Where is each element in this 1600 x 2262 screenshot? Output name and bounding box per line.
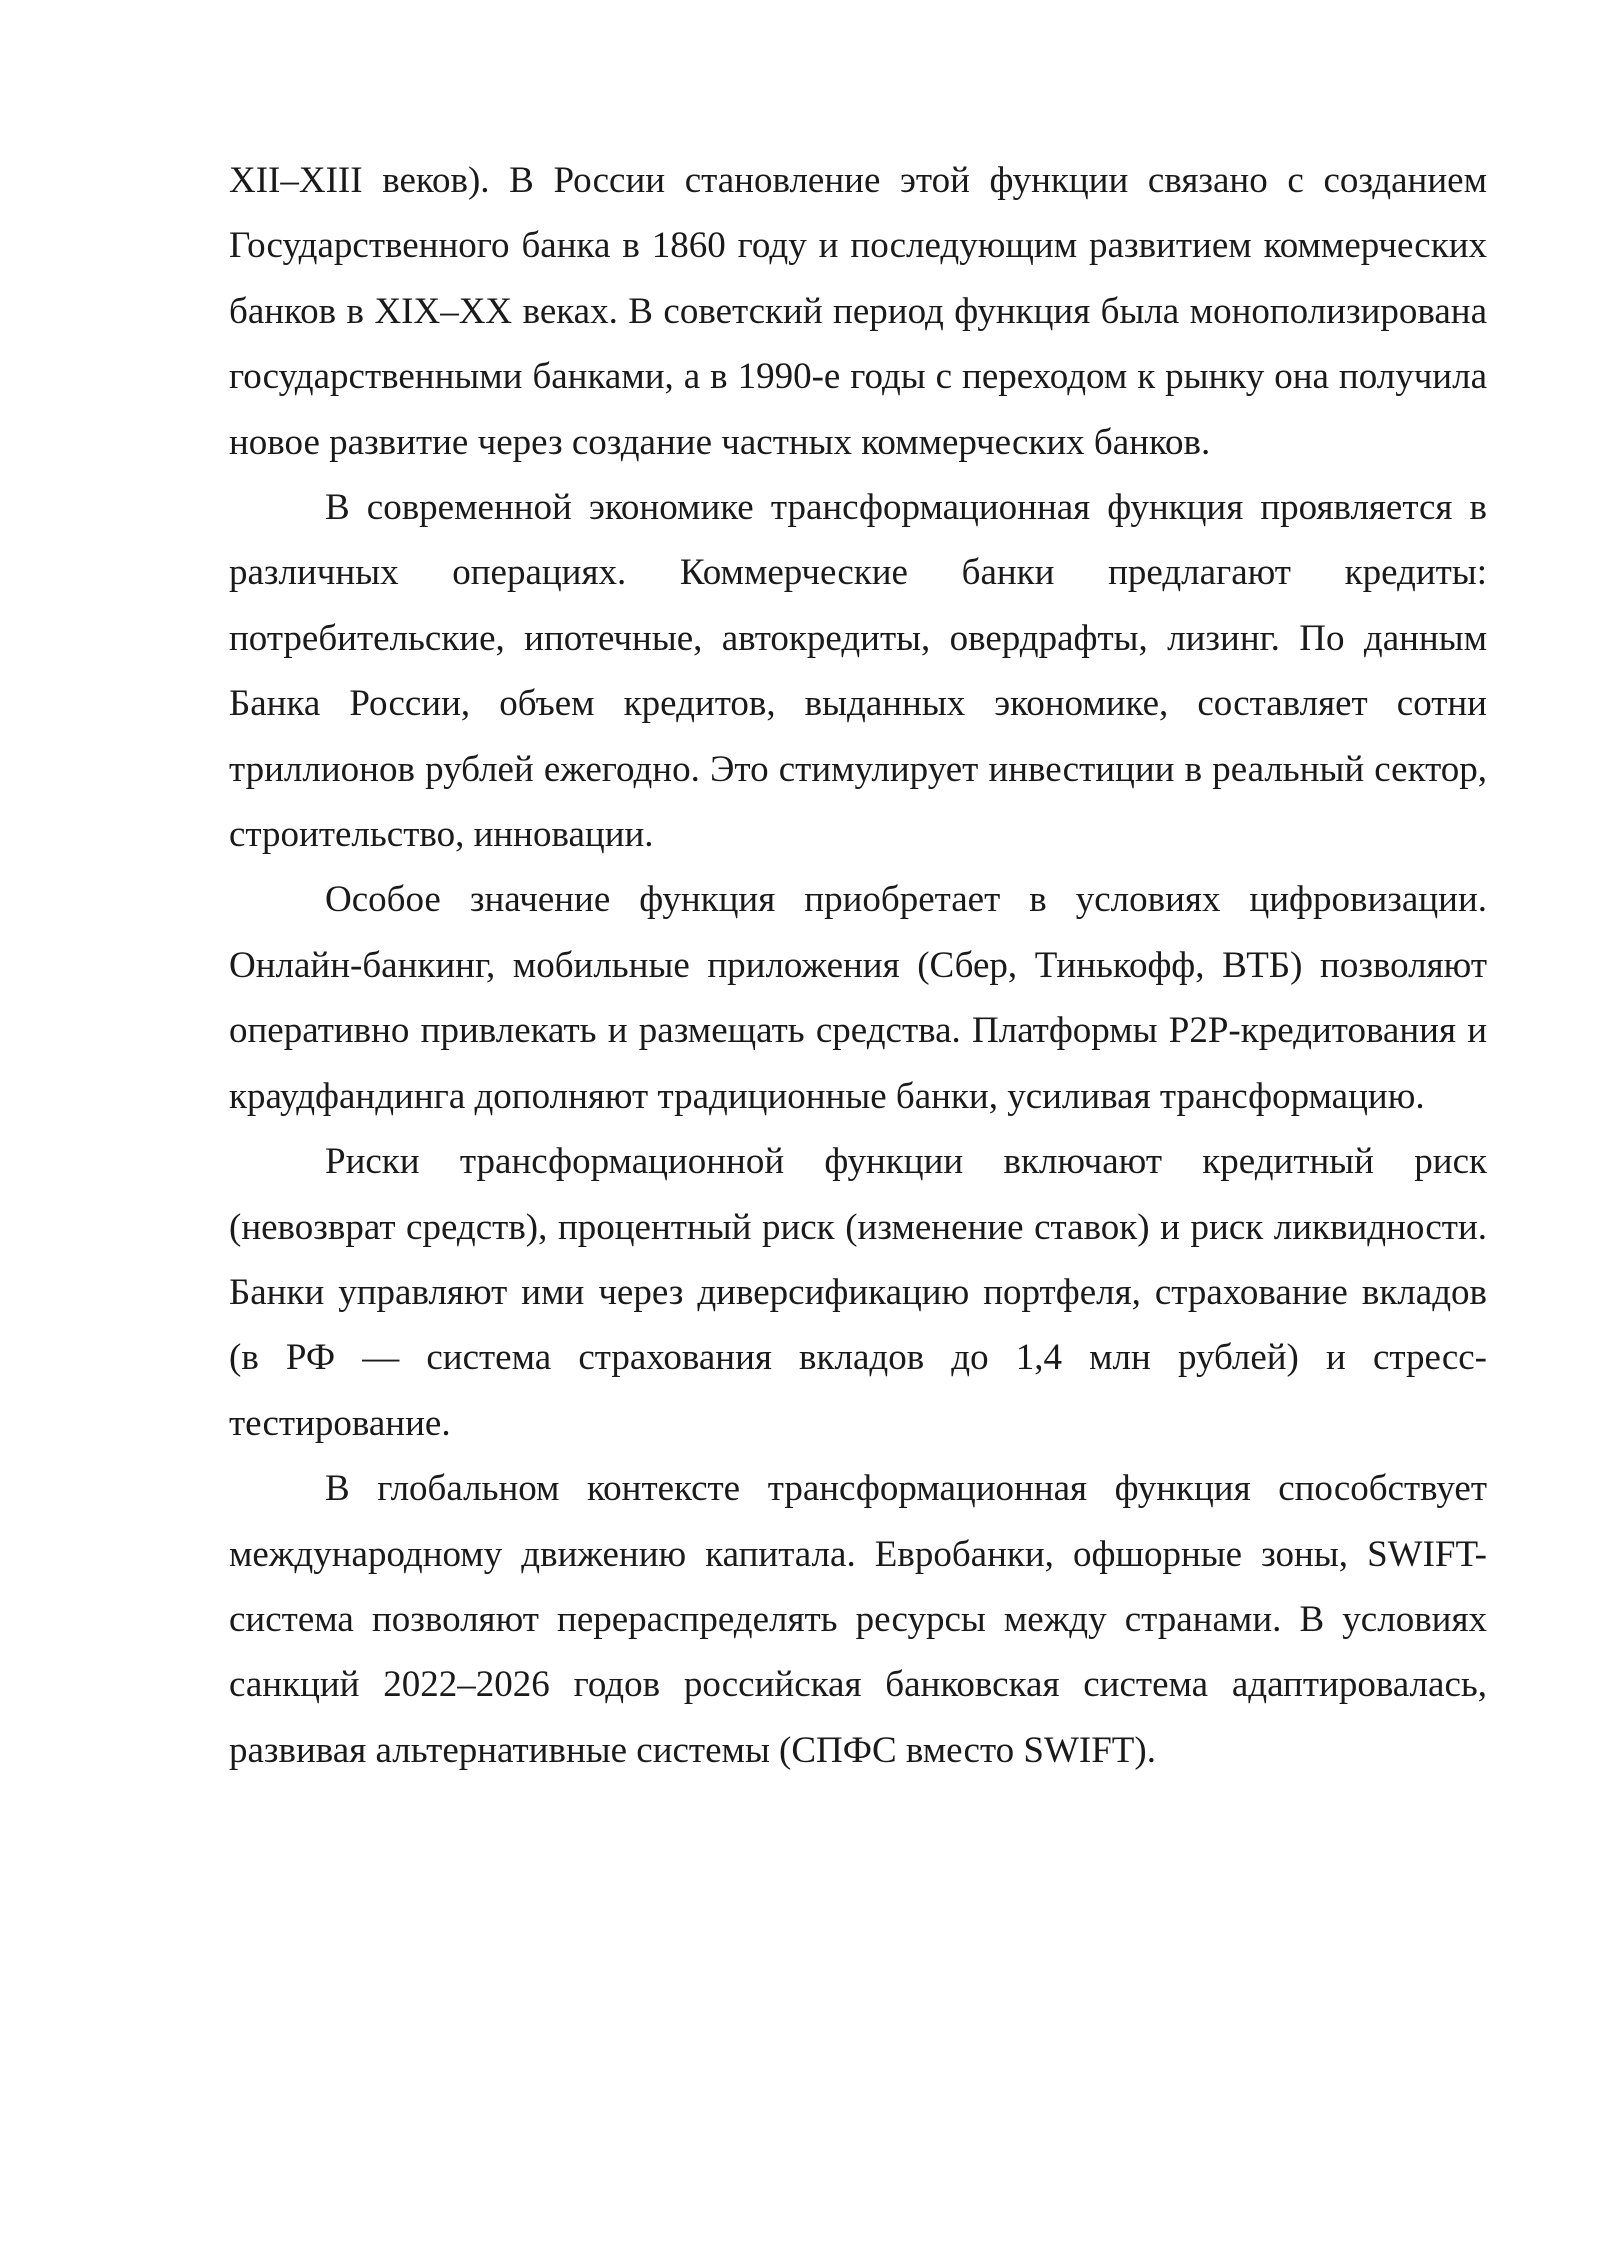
paragraph-modern-economy: В современной экономике трансформационная функция проявляется в различных операциях. Коммерческие банки предлагают кредиты: потребительские, ипотечные, автокредиты, овердрафты, лизинг. По данным Банка России, объем кредитов, выданных экономике, составляет сотни триллионов рублей ежегодно. Это стимулирует инвестиции в реальный сектор, строительство, инновации. bbox=[229, 487, 1487, 856]
paragraph-risks: Риски трансформационной функции включают кредитный риск (невозврат средств), процентный риск (изменение ставок) и риск ликвидности. Банки управляют ими через диверсификацию портфеля, страхование вкладов (в РФ — система страхования вкладов до 1,4 млн рублей) и стресс-тестирование. bbox=[229, 1141, 1487, 1444]
paragraph-digitalization: Особое значение функция приобретает в условиях цифровизации. Онлайн-банкинг, мобильные приложения (Сбер, Тинькофф, ВТБ) позволяют оперативно привлекать и размещать средства. Платформы P2P-кредитования и краудфандинга дополняют традиционные банки, усиливая трансформацию. bbox=[229, 879, 1487, 1117]
body-text bbox=[229, 148, 1487, 1783]
paragraph-continuation: XII–XIII веков). В России становление этой функции связано с созданием Государственного банка в 1860 году и последующим развитием коммерческих банков в XIX–XX веках. В советский период функция была монополизирована государственными банками, а в 1990-е годы с переходом к рынку она получила новое развитие через создание частных коммерческих банков. bbox=[229, 160, 1487, 463]
paragraph-global-context: В глобальном контексте трансформационная функция способствует международному движению капитала. Евробанки, офшорные зоны, SWIFT-система позволяют перераспределять ресурсы между странами. В условиях санкций 2022–2026 годов российская банковская система адаптировалась, развивая альтернативные системы (СПФС вместо SWIFT). bbox=[229, 1468, 1487, 1771]
